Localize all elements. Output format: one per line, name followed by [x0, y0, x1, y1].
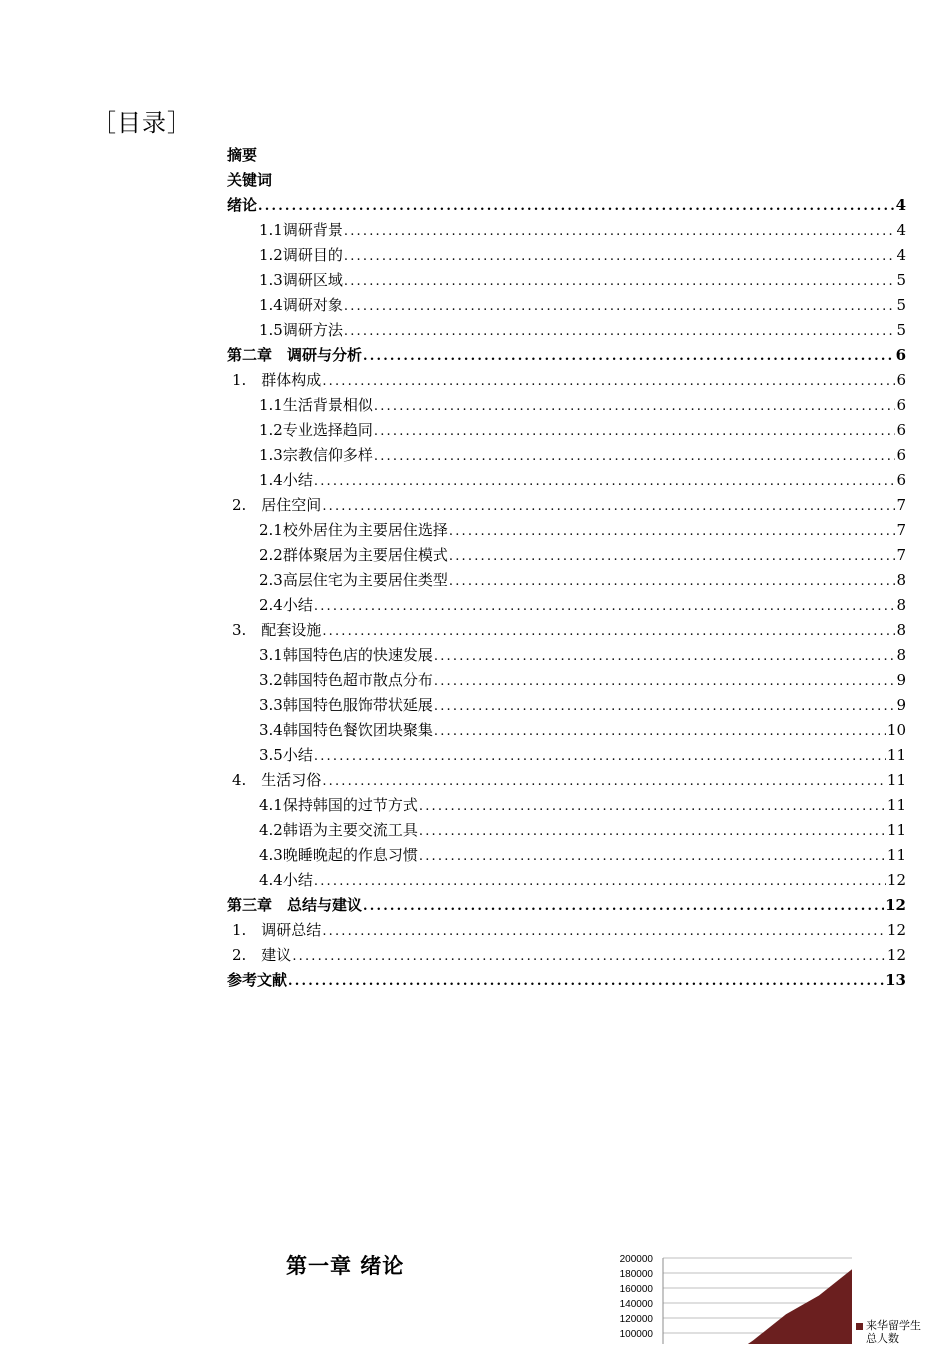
toc-entry-page: 6: [896, 421, 906, 439]
toc-entry[interactable]: [227, 593, 906, 618]
toc-entry-page: 4: [896, 246, 906, 264]
toc-entry[interactable]: [227, 918, 906, 943]
chart-legend: [856, 1320, 930, 1346]
toc-entry-page: 6: [896, 396, 906, 414]
toc-entry-page: 8: [896, 571, 906, 589]
chart-y-tick-label: 140000: [619, 1299, 653, 1310]
toc-entry[interactable]: [227, 268, 906, 293]
toc-entry-page: 6: [896, 446, 906, 464]
toc-entry[interactable]: [227, 443, 906, 468]
toc-entry-page: 6: [896, 371, 906, 389]
toc-entry-page: 8: [896, 621, 906, 639]
toc-dot-leader: [344, 294, 896, 319]
legend-swatch: [856, 1323, 863, 1330]
toc-entry-title: 1. 群体构成: [232, 371, 322, 389]
toc-entry-page: 9: [896, 671, 906, 689]
toc-entry-page: 4: [895, 196, 906, 214]
toc-dot-leader: [434, 694, 896, 719]
toc-entry[interactable]: [227, 493, 906, 518]
toc-dot-leader: [363, 344, 895, 369]
toc-dot-leader: [344, 269, 896, 294]
toc-entry-title: 关键词: [227, 171, 273, 189]
toc-dot-leader: [419, 819, 886, 844]
toc-entry-page: 11: [886, 821, 906, 839]
toc-entry-title: 1.4小结: [259, 471, 313, 489]
toc-entry-title: 2. 建议: [232, 946, 292, 964]
toc-entry[interactable]: [227, 368, 906, 393]
toc-entry-page: 13: [885, 971, 906, 989]
toc-entry-title: 3.3韩国特色服饰带状延展: [259, 696, 433, 714]
toc-entry-page: 7: [896, 546, 906, 564]
toc-entry-title: 1.2专业选择趋同: [259, 421, 373, 439]
toc-heading: ［目录］: [92, 109, 192, 137]
toc-entry-title: 4.2韩语为主要交流工具: [259, 821, 418, 839]
toc-dot-leader: [322, 769, 886, 794]
toc-entry-title: 参考文献: [227, 971, 288, 989]
toc-entry-page: 6: [895, 346, 906, 364]
toc-entry-title: 1.3调研区域: [259, 271, 343, 289]
toc-entry[interactable]: [227, 568, 906, 593]
toc-entry[interactable]: [227, 868, 906, 893]
toc-dot-leader: [322, 919, 886, 944]
toc-dot-leader: [449, 519, 896, 544]
chart-y-tick-label: 200000: [619, 1254, 653, 1265]
toc-dot-leader: [322, 494, 895, 519]
toc-dot-leader: [419, 794, 886, 819]
toc-dot-leader: [322, 619, 895, 644]
toc-entry-page: 12: [886, 871, 906, 889]
toc-entry-page: 8: [896, 596, 906, 614]
toc-dot-leader: [419, 844, 886, 869]
toc-entry-page: 12: [885, 896, 906, 914]
toc-entry[interactable]: [227, 668, 906, 693]
toc-entry-title: 1.1调研背景: [259, 221, 343, 239]
toc-entry-page: 12: [886, 946, 906, 964]
toc-entry-title: 3.4韩国特色餐饮团块聚集: [259, 721, 433, 739]
toc-entry-title: 4.3晚睡晚起的作息习惯: [259, 846, 418, 864]
toc-dot-leader: [434, 644, 896, 669]
toc-dot-leader: [363, 894, 884, 919]
toc-entry-page: 7: [896, 521, 906, 539]
toc-entry-page: 6: [896, 471, 906, 489]
toc-dot-leader: [449, 544, 896, 569]
toc-entry[interactable]: [227, 818, 906, 843]
toc-dot-leader: [344, 244, 896, 269]
toc-entry-title: 1.3宗教信仰多样: [259, 446, 373, 464]
toc-entry[interactable]: [227, 943, 906, 968]
toc-entry[interactable]: [227, 318, 906, 343]
toc-entry-page: 9: [896, 696, 906, 714]
toc-entry-page: 5: [896, 321, 906, 339]
enrollment-area-chart: [610, 1248, 950, 1344]
table-of-contents: [227, 143, 906, 993]
toc-entry-title: 4. 生活习俗: [232, 771, 322, 789]
toc-entry[interactable]: [227, 718, 906, 743]
toc-entry-title: 3.5小结: [259, 746, 313, 764]
toc-entry[interactable]: [227, 643, 906, 668]
toc-entry[interactable]: [227, 893, 906, 918]
toc-dot-leader: [322, 369, 895, 394]
toc-entry-page: 5: [896, 296, 906, 314]
toc-dot-leader: [344, 219, 896, 244]
toc-dot-leader: [374, 419, 896, 444]
legend-label: 来华留学生总人数: [866, 1320, 921, 1345]
toc-entry[interactable]: [227, 693, 906, 718]
toc-entry[interactable]: [227, 393, 906, 418]
toc-dot-leader: [314, 744, 886, 769]
toc-dot-leader: [314, 469, 896, 494]
toc-entry-title: 2.4小结: [259, 596, 313, 614]
toc-entry-title: 3. 配套设施: [232, 621, 322, 639]
toc-entry[interactable]: [227, 618, 906, 643]
toc-entry-page: 11: [886, 846, 906, 864]
chapter-title: 第一章 绪论: [286, 1254, 405, 1278]
toc-entry-title: 第二章 调研与分析: [227, 346, 363, 364]
toc-entry[interactable]: [227, 968, 906, 993]
toc-entry-title: 3.2韩国特色超市散点分布: [259, 671, 433, 689]
toc-entry[interactable]: [227, 293, 906, 318]
toc-entry-title: 摘要: [227, 146, 258, 164]
toc-entry[interactable]: [227, 193, 906, 218]
toc-entry-title: 1.2调研目的: [259, 246, 343, 264]
toc-entry-page: 7: [896, 496, 906, 514]
toc-entry-title: 2.3高层住宅为主要居住类型: [259, 571, 448, 589]
toc-entry-title: 第三章 总结与建议: [227, 896, 363, 914]
chart-y-tick-label: 120000: [619, 1314, 653, 1325]
chart-y-tick-label: 100000: [619, 1329, 653, 1340]
toc-entry[interactable]: [227, 218, 906, 243]
toc-entry-page: 12: [886, 921, 906, 939]
toc-entry[interactable]: [227, 843, 906, 868]
chart-y-tick-label: 160000: [619, 1284, 653, 1295]
toc-entry-title: 4.1保持韩国的过节方式: [259, 796, 418, 814]
toc-entry-page: 11: [886, 796, 906, 814]
toc-entry-page: 11: [886, 746, 906, 764]
toc-entry[interactable]: [227, 543, 906, 568]
toc-entry-title: 2. 居住空间: [232, 496, 322, 514]
toc-entry-page: 8: [896, 646, 906, 664]
toc-dot-leader: [374, 394, 896, 419]
toc-entry-title: 4.4小结: [259, 871, 313, 889]
toc-entry-title: 3.1韩国特色店的快速发展: [259, 646, 433, 664]
toc-entry-title: 2.1校外居住为主要居住选择: [259, 521, 448, 539]
toc-entry[interactable]: [227, 768, 906, 793]
toc-entry[interactable]: [227, 468, 906, 493]
toc-dot-leader: [292, 944, 886, 969]
toc-entry[interactable]: [227, 518, 906, 543]
toc-entry-title: 1.5调研方法: [259, 321, 343, 339]
toc-entry-title: 绪论: [227, 196, 258, 214]
toc-entry-title: 1.1生活背景相似: [259, 396, 373, 414]
toc-dot-leader: [314, 594, 896, 619]
toc-entry[interactable]: [227, 168, 906, 193]
toc-dot-leader: [288, 969, 884, 994]
toc-dot-leader: [344, 319, 896, 344]
chart-y-tick-label: 180000: [619, 1269, 653, 1280]
toc-dot-leader: [434, 719, 886, 744]
toc-dot-leader: [258, 194, 895, 219]
toc-dot-leader: [434, 669, 896, 694]
toc-entry[interactable]: [227, 418, 906, 443]
toc-entry[interactable]: [227, 743, 906, 768]
toc-entry-title: 2.2群体聚居为主要居住模式: [259, 546, 448, 564]
toc-entry-page: 4: [896, 221, 906, 239]
toc-entry-title: 1. 调研总结: [232, 921, 322, 939]
toc-entry[interactable]: [227, 143, 906, 168]
toc-dot-leader: [374, 444, 896, 469]
toc-entry[interactable]: [227, 793, 906, 818]
toc-entry[interactable]: [227, 243, 906, 268]
toc-entry-page: 11: [886, 771, 906, 789]
toc-dot-leader: [449, 569, 896, 594]
toc-dot-leader: [314, 869, 886, 894]
toc-entry-title: 1.4调研对象: [259, 296, 343, 314]
toc-entry[interactable]: [227, 343, 906, 368]
toc-entry-page: 5: [896, 271, 906, 289]
toc-entry-page: 10: [886, 721, 906, 739]
